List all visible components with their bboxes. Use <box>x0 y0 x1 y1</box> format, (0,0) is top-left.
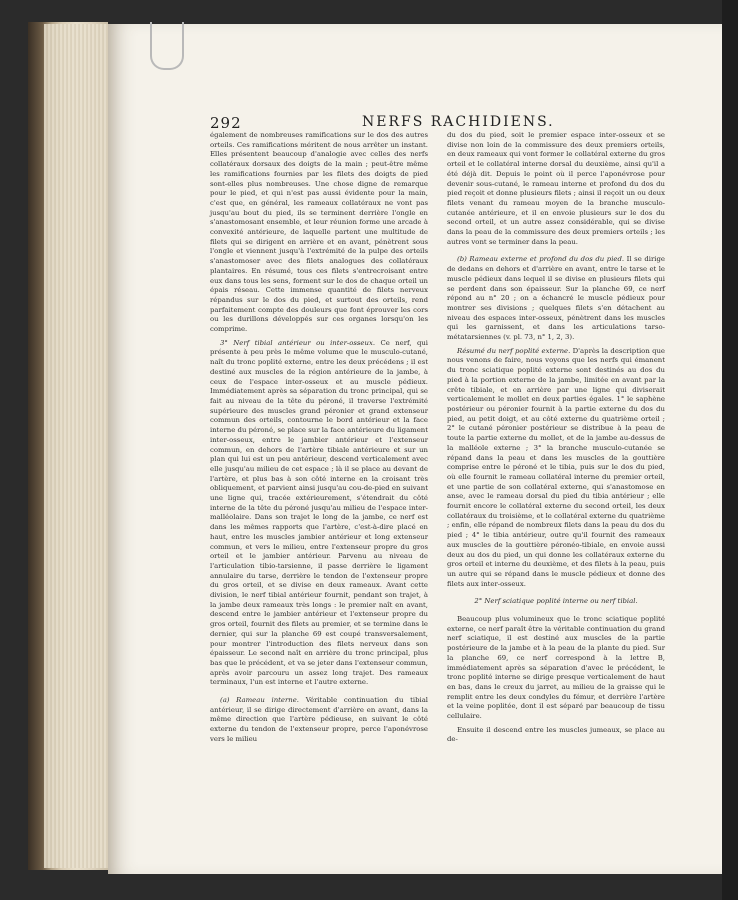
page-number: 292 <box>210 114 242 132</box>
paragraph-text: Ce nerf, qui présente à peu près le même volume que le musculo-cutané, naît du tronc poplité externe, entre les deux précédens ; il est destiné aux muscles de la région antérieure de la jambe, à ceux de l'espace inter-osseux et au muscle pédieux. Immédiatement après sa séparation du tronc principal, qui se fait au niveau de la tête du péroné, il traverse l'extrémité supérieure des muscles grand péronier et grand extenseur commun des orteils, contourne le bord antérieur et la face interne du péroné, se place sur la face antérieure du ligament inter-osseux, entre le jambier antérieur et l'extenseur commun, en dehors de l'artère tibiale antérieure et sur un plan qui lui est un peu antérieur, descend verticalement avec elle jusqu'au milieu de cet espace ; là il se place au devant de l'artère, et plus bas à son côté interne en la croisant très obliquement, et parvient ainsi jusqu'au cou-de-pied en suivant une ligne qui, tracée extérieurement, s'étendrait du côté interne de la tête du péroné jusqu'au milieu de l'espace inter-malléolaire. Dans son trajet le long de la jambe, ce nerf est dans les mêmes rapports que l'artère, c'est-à-dire placé en haut, entre les muscles jambier antérieur et long extenseur commun, et vers le milieu, entre l'extenseur propre du gros orteil et le jambier antérieur. Parvenu au niveau de l'articulation tibio-tarsienne, il passe derrière le ligament annulaire du tarse, derrière le tendon de l'extenseur propre du gros orteil, et se divise en deux rameaux. Avant cette division, le nerf tibial antérieur fournit, pendant son trajet, à la jambe deux rameaux très longs : le premier naît en avant, descend entre le jambier antérieur et l'extenseur propre du gros orteil, fournit des filets au premier, et se termine dans le dernier, qui sur la planche 69 est coupé transversalement, pour montrer l'introduction des filets nerveux dans son épaisseur. Le second naît en arrière du tronc principal, plus bas que le précédent, et va se jeter dans l'extenseur commun, après avoir parcouru un assez long trajet. Des rameaux terminaux, l'un est interne et l'autre externe. <box>210 338 428 687</box>
paragraph: Beaucoup plus volumineux que le tronc sciatique poplité externe, ce nerf paraît être la véritable continuation du grand nerf sciatique, il est destiné aux muscles de la partie postérieure de la jambe et à la peau de la plante du pied. Sur la planche 69, ce nerf correspond à la lettre B, immédiatement après sa séparation d'avec le précédent, le tronc poplité interne se dirige presque verticalement de haut en bas, dans le creux du jarret, au milieu de la graisse qui le remplit entre les deux condyles du fémur, et derrière l'artère et la veine poplitée, dont il est séparé par beaucoup de tissu cellulaire. <box>447 615 665 721</box>
section-lead: Résumé du nerf poplité externe. <box>457 346 571 355</box>
paragraph-text: Il se dirige de dedans en dehors et d'arrière en avant, entre le tarse et le muscle pédieux dans lequel il se divise en plusieurs filets qui se perdent dans son épaisseur. Sur la planche 69, ce nerf répond au n° 20 ; on a échancré le muscle pédieux pour montrer ses divisions ; quelques filets s'en détachent au niveau des espaces inter-osseux, pénètrent dans les muscles qui les garnissent, et dans les articulations tarso-métatarsiennes (v. pl. 73, n° 1, 2, 3). <box>447 255 665 342</box>
paragraph: également de nombreuses ramifications sur le dos des autres orteils. Ces ramifications méritent de nous arrêter un instant. Elles présentent beaucoup d'analogie avec celles des nerfs collatéraux dorsaux des doigts de la main ; peut-être même les ramifications fournies par les filets des doigts de pied sont-elles plus nombreuses. Une chose digne de remarque pour le pied, et qui n'est pas aussi évidente pour la main, c'est que, en général, les rameaux collatéraux ne vont pas jusqu'au bout du pied, ils se terminent derrière l'ongle en s'anastomosant ensemble, et leur réunion forme une arcade à convexité antérieure, de laquelle partent une multitude de filets qui se dirigent en arrière et en avant, pénètrent sous l'ongle et viennent jusqu'à l'extrémité de la pulpe des orteils s'anastomoser avec des filets analogues des collatéraux plantaires. En résumé, tous ces filets s'entrecroisant entre eux dans tous les sens, forment sur le dos de chaque orteil un épais réseau. Cette immense quantité de filets nerveux répandus sur le dos du pied, et surtout des orteils, rend parfaitement compte des douleurs que font éprouver les cors ou les durillons développés sur ces organes lorsqu'on les comprime. <box>210 131 428 334</box>
paragraph <box>447 255 665 342</box>
section-lead: (a) Rameau interne. <box>220 696 299 705</box>
page-clip <box>150 22 184 70</box>
right-column <box>447 131 665 749</box>
paragraph-text: Véritable continuation du tibial antérieur, il se dirige directement d'arrière en avant, dans la même direction que l'artère pédieuse, en suivant le côté externe du tendon de l'extenseur propre, perce l'aponévrose vers le milieu <box>210 696 429 743</box>
running-title: NERFS RACHIDIENS. <box>362 114 555 130</box>
left-column <box>210 131 428 749</box>
section-lead: (b) Rameau externe et profond du dos du pied. <box>457 255 625 264</box>
paragraph <box>447 347 665 590</box>
section-heading: 2° Nerf sciatique poplité interne ou nerf tibial. <box>474 597 638 606</box>
paragraph <box>210 339 428 688</box>
book-cover-edge <box>722 0 738 900</box>
paragraph: du dos du pied, soit le premier espace inter-osseux et se divise non loin de la commissure des deux premiers orteils, en deux rameaux qui vont former le collatéral externe du gros orteil et le collatéral interne dorsal du deuxième, ainsi qu'il a été déjà dit. Depuis le point où il perce l'aponévrose pour devenir sous-cutané, le rameau interne et profond du dos du pied reçoit et donne plusieurs filets ; ainsi il reçoit un ou deux filets venant du rameau moyen de la branche musculo-cutanée antérieure, et il en envoie plusieurs sur le dos du second orteil, et un autre assez considérable, qui se divise dans la peau de la commissure des deux premiers orteils ; les autres vont se terminer dans la peau. <box>447 131 665 246</box>
section-lead: 3° Nerf tibial antérieur ou inter-osseux. <box>220 338 376 347</box>
paragraph <box>210 696 428 745</box>
paragraph-text: D'après la description que nous venons de faire, nous voyons que les nerfs qui émanent du tronc sciatique poplité externe sont destinés au dos du pied à la portion externe de la jambe, limitée en avant par la crête tibiale, et en arrière par une ligne qui diviserait verticalement le mollet en deux parties égales. 1° le saphène postérieur ou péronier fournit à la partie externe du dos du pied, au petit doigt, et au côté externe du quatrième orteil ; 2° le cutané péronier postérieur se distribue à la peau de toute la partie externe du mollet, et de la jambe au-dessus de la malléole externe ; 3° la branche musculo-cutanée se répand dans la peau et dans les muscles de la gouttière comprise entre le péroné et le tibia, puis sur le dos du pied, où elle fournit le rameau collatéral interne du premier orteil, et une partie de son collatéral externe, qui s'anastomose en anse, avec le rameau dorsal du pied du tibia antérieur ; elle fournit encore le collatéral externe du second orteil, les deux collatéraux du troisième, et le collatéral externe du quatrième ; enfin, elle répand de nombreux filets dans la peau du dos du pied ; 4° le tibia antérieur, outre qu'il fournit des rameaux aux muscles de la gouttière péronéo-tibiale, en envoie aussi deux au dos du pied, un qui donne les collatéraux externe du gros orteil et interne du deuxième, et des filets à la peau, puis un autre qui se répand dans le muscle pédieux et donne des filets aux inter-osseux. <box>447 346 665 588</box>
page-edges <box>44 24 116 868</box>
paragraph: Ensuite il descend entre les muscles jumeaux, se place au de- <box>447 725 665 744</box>
